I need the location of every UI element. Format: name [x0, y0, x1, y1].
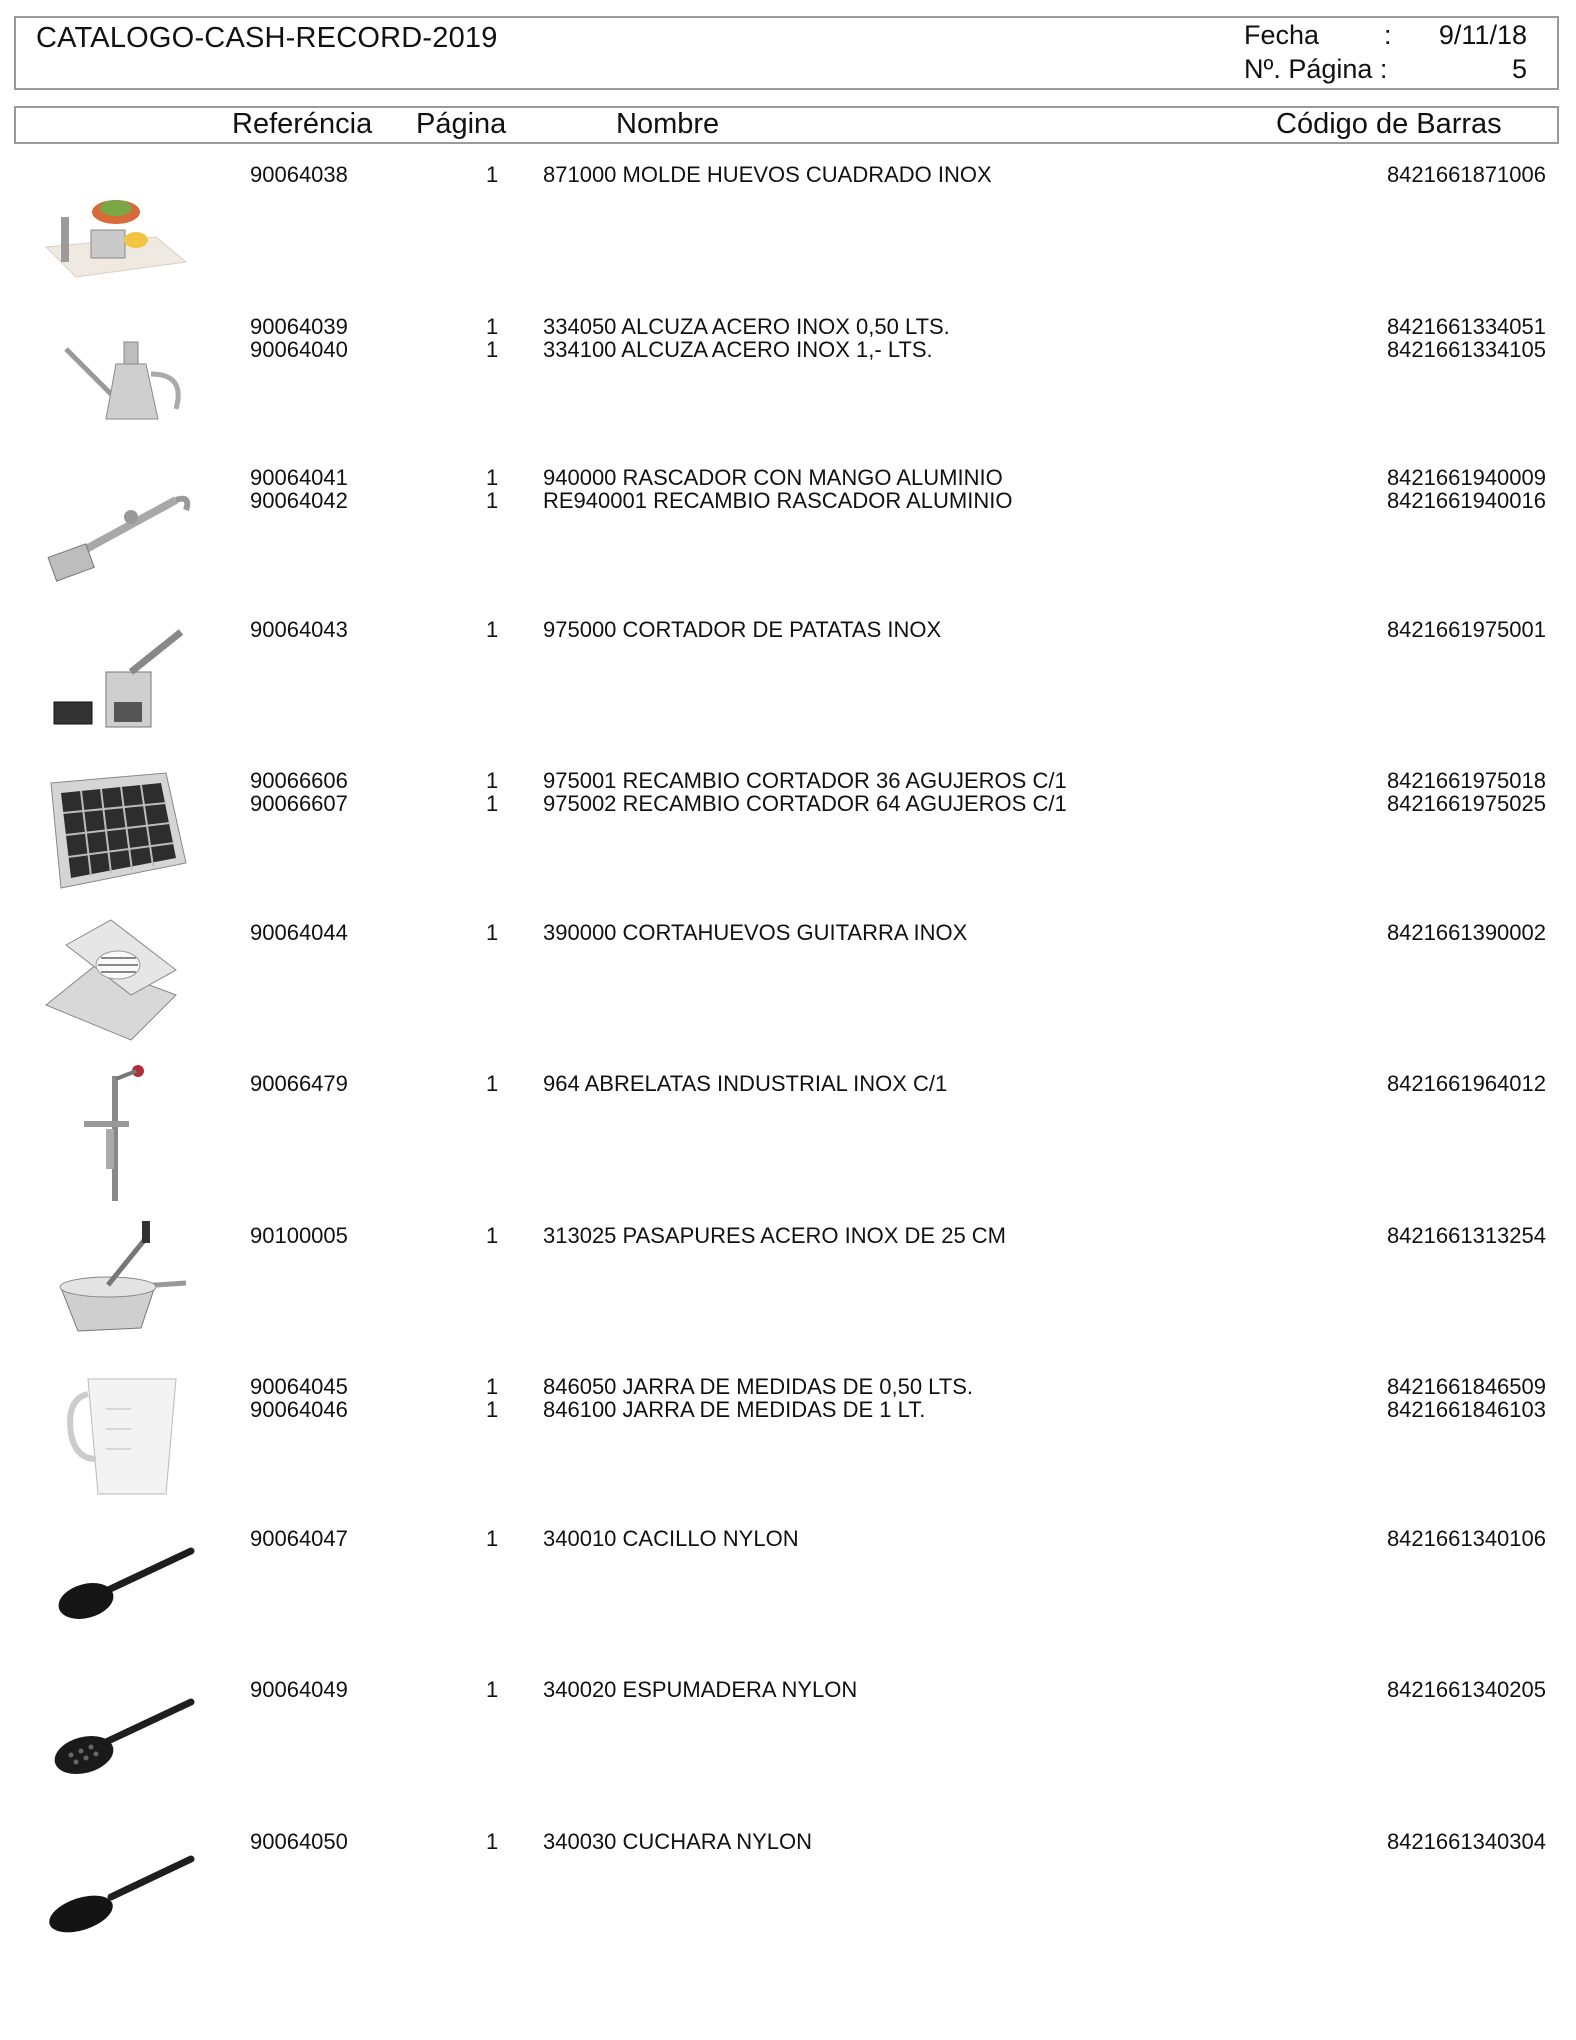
- referencia-cell: [250, 163, 348, 186]
- referencia-cell: [250, 315, 348, 361]
- ladle-icon: [36, 1516, 196, 1661]
- barcode-cell-line: 8421661975001: [1386, 616, 1546, 642]
- pagina-cell-line: 1: [486, 768, 499, 793]
- nombre-cell-line: 313025 PASAPURES ACERO INOX DE 25 CM: [543, 1222, 1006, 1248]
- barcode-cell-line: 8421661390002: [1386, 919, 1546, 945]
- referencia-cell: [250, 1224, 348, 1247]
- pagina-cell-line: 1: [486, 336, 499, 362]
- nombre-cell-line: 340020 ESPUMADERA NYLON: [543, 1677, 858, 1702]
- nombre-cell-line: 846100 JARRA DE MEDIDAS DE 1 LT.: [543, 1397, 926, 1422]
- pagina-cell-line: 1: [486, 1677, 499, 1702]
- barcode-cell: [1387, 618, 1546, 641]
- table-row: [0, 1514, 1576, 1666]
- table-row: [0, 1665, 1576, 1817]
- table-row: [0, 756, 1576, 908]
- oil-cruet-icon: [36, 304, 196, 449]
- nombre-cell-line: 340010 CACILLO NYLON: [543, 1525, 799, 1551]
- referencia-cell: [250, 1527, 348, 1550]
- pagina-label: Nº. Página :: [1244, 54, 1388, 84]
- measuring-jug-icon: [36, 1364, 196, 1509]
- pagina-cell: [486, 466, 498, 512]
- nombre-cell: [543, 466, 1012, 512]
- referencia-cell-line: 90064046: [250, 1397, 348, 1422]
- referencia-cell-line: 90064038: [250, 162, 348, 187]
- referencia-cell: [250, 921, 348, 944]
- table-row: [0, 1817, 1576, 1969]
- pagina-cell-line: 1: [486, 162, 499, 187]
- barcode-cell-line: 8421661340106: [1386, 1525, 1546, 1551]
- nombre-cell-line: 334100 ALCUZA ACERO INOX 1,- LTS.: [543, 336, 933, 362]
- table-row: [0, 453, 1576, 605]
- nombre-cell: [543, 1375, 973, 1421]
- table-row: [0, 302, 1576, 454]
- barcode-cell: [1387, 315, 1546, 361]
- column-header-bar: [14, 106, 1559, 144]
- column-header-pagina: Página: [416, 108, 507, 140]
- barcode-cell: [1387, 1224, 1546, 1247]
- pagina-cell: [486, 1527, 498, 1550]
- barcode-cell-line: 8421661871006: [1386, 162, 1546, 187]
- pagina-cell-line: 1: [486, 791, 499, 816]
- table-row: [0, 605, 1576, 757]
- pagina-cell: [486, 769, 498, 815]
- nombre-cell-line: 846050 JARRA DE MEDIDAS DE 0,50 LTS.: [543, 1374, 973, 1399]
- nombre-cell: [543, 1072, 947, 1095]
- table-row: [0, 1362, 1576, 1514]
- barcode-cell: [1387, 466, 1546, 512]
- barcode-cell-line: 8421661846103: [1386, 1397, 1546, 1422]
- table-row: [0, 150, 1576, 302]
- pagina-cell: [486, 921, 498, 944]
- fecha-label: Fecha: [1244, 20, 1320, 50]
- referencia-cell-line: 90064043: [250, 616, 348, 642]
- pagina-cell-line: 1: [486, 1397, 499, 1422]
- pagina-value: 5: [1511, 54, 1527, 84]
- pagina-cell-line: 1: [486, 1525, 499, 1551]
- referencia-cell: [250, 618, 348, 641]
- document-title: CATALOGO-CASH-RECORD-2019: [36, 22, 498, 54]
- fecha-separator: :: [1384, 20, 1392, 50]
- pagina-cell-line: 1: [486, 1374, 499, 1399]
- nombre-cell-line: 975000 CORTADOR DE PATATAS INOX: [543, 616, 942, 642]
- nombre-cell: [543, 769, 1067, 815]
- barcode-cell: [1387, 1678, 1546, 1701]
- referencia-cell-line: 90064040: [250, 336, 348, 362]
- potato-cutter-icon: [36, 607, 196, 752]
- referencia-cell-line: 90064050: [250, 1828, 348, 1854]
- referencia-cell-line: 90064045: [250, 1374, 348, 1399]
- cutter-grid-icon: [36, 758, 196, 903]
- referencia-cell-line: 90064039: [250, 313, 348, 339]
- fecha-value: 9/11/18: [1438, 20, 1527, 50]
- barcode-cell-line: 8421661313254: [1386, 1222, 1546, 1248]
- nombre-cell-line: 940000 RASCADOR CON MANGO ALUMINIO: [543, 465, 1003, 490]
- pagina-cell-line: 1: [486, 313, 499, 339]
- barcode-cell-line: 8421661340205: [1386, 1677, 1546, 1702]
- nombre-cell-line: 964 ABRELATAS INDUSTRIAL INOX C/1: [543, 1071, 948, 1096]
- pagina-cell: [486, 1224, 498, 1247]
- referencia-cell: [250, 466, 348, 512]
- barcode-cell: [1387, 1072, 1546, 1095]
- pagina-cell-line: 1: [486, 1071, 499, 1096]
- barcode-cell: [1387, 163, 1546, 186]
- egg-mold-icon: [36, 152, 196, 297]
- nombre-cell: [543, 1830, 812, 1853]
- nombre-cell: [543, 1224, 1006, 1247]
- referencia-cell-line: 90066607: [250, 791, 348, 816]
- scraper-icon: [36, 455, 196, 600]
- referencia-cell: [250, 1375, 348, 1421]
- pagina-cell: [486, 1678, 498, 1701]
- referencia-cell-line: 90066479: [250, 1071, 348, 1096]
- column-header-codigo: Código de Barras: [1276, 108, 1502, 140]
- nombre-cell: [543, 315, 950, 361]
- pagina-cell-line: 1: [486, 1222, 499, 1248]
- barcode-cell: [1387, 1527, 1546, 1550]
- nombre-cell-line: 975002 RECAMBIO CORTADOR 64 AGUJEROS C/1: [543, 791, 1067, 816]
- nombre-cell: [543, 1678, 857, 1701]
- pagina-cell-line: 1: [486, 616, 499, 642]
- barcode-cell-line: 8421661940016: [1386, 488, 1546, 513]
- referencia-cell-line: 90066606: [250, 768, 348, 793]
- referencia-cell: [250, 1072, 348, 1095]
- barcode-cell-line: 8421661940009: [1386, 465, 1546, 490]
- referencia-cell-line: 90064044: [250, 919, 348, 945]
- referencia-cell-line: 90064042: [250, 488, 348, 513]
- food-mill-icon: [36, 1213, 196, 1358]
- pagina-cell: [486, 1375, 498, 1421]
- referencia-cell-line: 90064041: [250, 465, 348, 490]
- nombre-cell: [543, 921, 967, 944]
- skimmer-icon: [36, 1667, 196, 1812]
- barcode-cell-line: 8421661975025: [1386, 791, 1546, 816]
- table-row: [0, 908, 1576, 1060]
- barcode-cell-line: 8421661964012: [1386, 1071, 1546, 1096]
- barcode-cell-line: 8421661334105: [1386, 336, 1546, 362]
- pagina-cell: [486, 315, 498, 361]
- barcode-cell: [1387, 769, 1546, 815]
- referencia-cell: [250, 769, 348, 815]
- nombre-cell: [543, 618, 941, 641]
- pagina-cell: [486, 618, 498, 641]
- table-row: [0, 1059, 1576, 1211]
- pagina-cell-line: 1: [486, 488, 499, 513]
- barcode-cell-line: 8421661846509: [1386, 1374, 1546, 1399]
- spoon-icon: [36, 1819, 196, 1964]
- nombre-cell-line: 871000 MOLDE HUEVOS CUADRADO INOX: [543, 162, 992, 187]
- barcode-cell-line: 8421661334051: [1386, 313, 1546, 339]
- barcode-cell: [1387, 921, 1546, 944]
- pagina-cell-line: 1: [486, 919, 499, 945]
- barcode-cell-line: 8421661975018: [1386, 768, 1546, 793]
- column-header-referencia: Referéncia: [232, 108, 373, 140]
- nombre-cell: [543, 163, 992, 186]
- pagina-cell: [486, 1072, 498, 1095]
- barcode-cell: [1387, 1375, 1546, 1421]
- nombre-cell: [543, 1527, 799, 1550]
- document-header: [14, 16, 1559, 90]
- nombre-cell-line: 340030 CUCHARA NYLON: [543, 1828, 813, 1854]
- column-header-nombre: Nombre: [616, 108, 720, 140]
- referencia-cell: [250, 1830, 348, 1853]
- nombre-cell-line: RE940001 RECAMBIO RASCADOR ALUMINIO: [543, 488, 1013, 513]
- pagina-cell: [486, 1830, 498, 1853]
- pagina-cell-line: 1: [486, 465, 499, 490]
- barcode-cell: [1387, 1830, 1546, 1853]
- barcode-cell-line: 8421661340304: [1386, 1828, 1546, 1854]
- pagina-cell-line: 1: [486, 1828, 499, 1854]
- table-row: [0, 1211, 1576, 1363]
- referencia-cell: [250, 1678, 348, 1701]
- pagina-cell: [486, 163, 498, 186]
- referencia-cell-line: 90064047: [250, 1525, 348, 1551]
- nombre-cell-line: 390000 CORTAHUEVOS GUITARRA INOX: [543, 919, 968, 945]
- referencia-cell-line: 90100005: [250, 1222, 348, 1248]
- nombre-cell-line: 975001 RECAMBIO CORTADOR 36 AGUJEROS C/1: [543, 768, 1067, 793]
- can-opener-icon: [36, 1061, 196, 1206]
- referencia-cell-line: 90064049: [250, 1677, 348, 1702]
- nombre-cell-line: 334050 ALCUZA ACERO INOX 0,50 LTS.: [543, 313, 950, 339]
- egg-slicer-icon: [36, 910, 196, 1055]
